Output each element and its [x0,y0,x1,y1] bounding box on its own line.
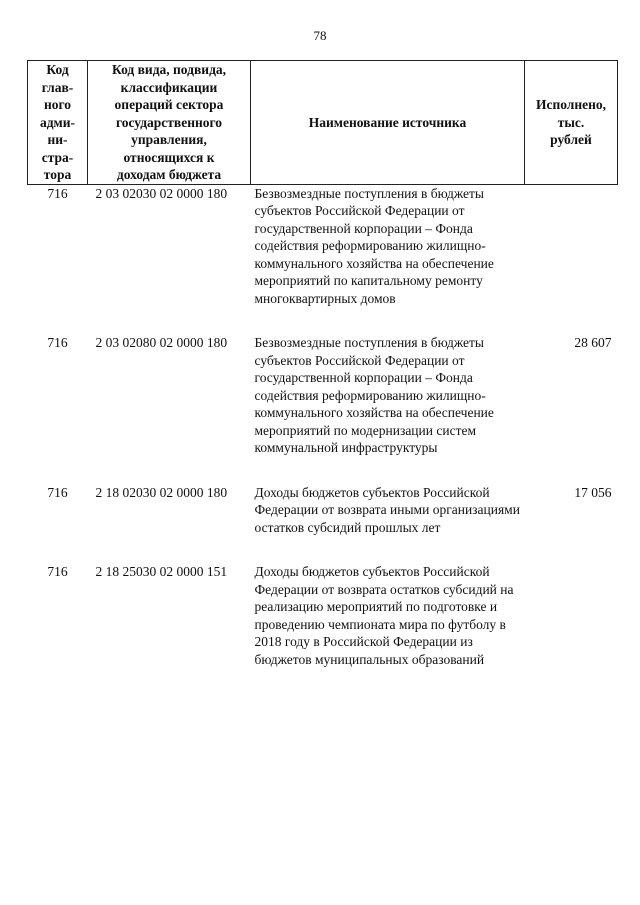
header-admin-code: Код глав- ного адми- ни- стра- тора [28,61,88,185]
cell-admin-code: 716 [47,335,68,350]
cell-admin-code: 716 [47,484,68,500]
header-executed: Исполнено, тыс. рублей [525,61,618,185]
cell-source-name: Безвозмездные поступления в бюджеты субъектов Российской Федерации от государственной корпорации – Фонда содействия реформированию жилищно-коммунального хозяйства на обеспечение мероприятий по модернизации систем коммунальной инфраструктуры [254,335,494,455]
table-row [28,184,618,307]
table-header [28,61,618,185]
cell-classification-code: 2 18 02030 02 0000 180 [95,484,228,500]
header-classification-code: Код вида, подвида, классификации операций сектора государственного управления, относящихся к доходам бюджета [88,61,251,185]
cell-source-name: Доходы бюджетов субъектов Российской Федерации от возврата остатков субсидий на реализацию мероприятий по подготовке и проведению чемпионата мира по футболу в 2018 году в Российской Федерации из бюджетов муниципальных образований [254,564,514,667]
cell-classification-code: 2 03 02080 02 0000 180 [95,335,228,350]
cell-executed: 28 607 [574,335,612,350]
cell-executed [525,563,618,668]
cell-source-name: Безвозмездные поступления в бюджеты субъектов Российской Федерации от государственной корпорации – Фонда содействия реформированию жилищно-коммунального хозяйства на обеспечение мероприятий по капитальному ремонту многоквартирных домов [254,185,494,306]
header-source-name: Наименование источника [251,61,525,185]
cell-admin-code: 716 [47,564,68,579]
table-row [28,484,618,537]
cell-executed: 17 056 [574,484,612,500]
table-row [28,334,618,457]
cell-classification-code: 2 18 25030 02 0000 151 [95,564,228,579]
cell-classification-code: 2 03 02030 02 0000 180 [95,185,228,201]
page-number: 78 [313,28,327,43]
row-spacer [28,457,618,484]
revenue-sources-table [27,60,618,668]
cell-executed [525,184,618,307]
row-spacer [28,307,618,334]
cell-source-name: Доходы бюджетов субъектов Российской Федерации от возврата иными организациями остатков субсидий прошлых лет [254,484,520,535]
cell-admin-code: 716 [47,185,68,201]
row-spacer [28,536,618,563]
table-row [28,563,618,668]
